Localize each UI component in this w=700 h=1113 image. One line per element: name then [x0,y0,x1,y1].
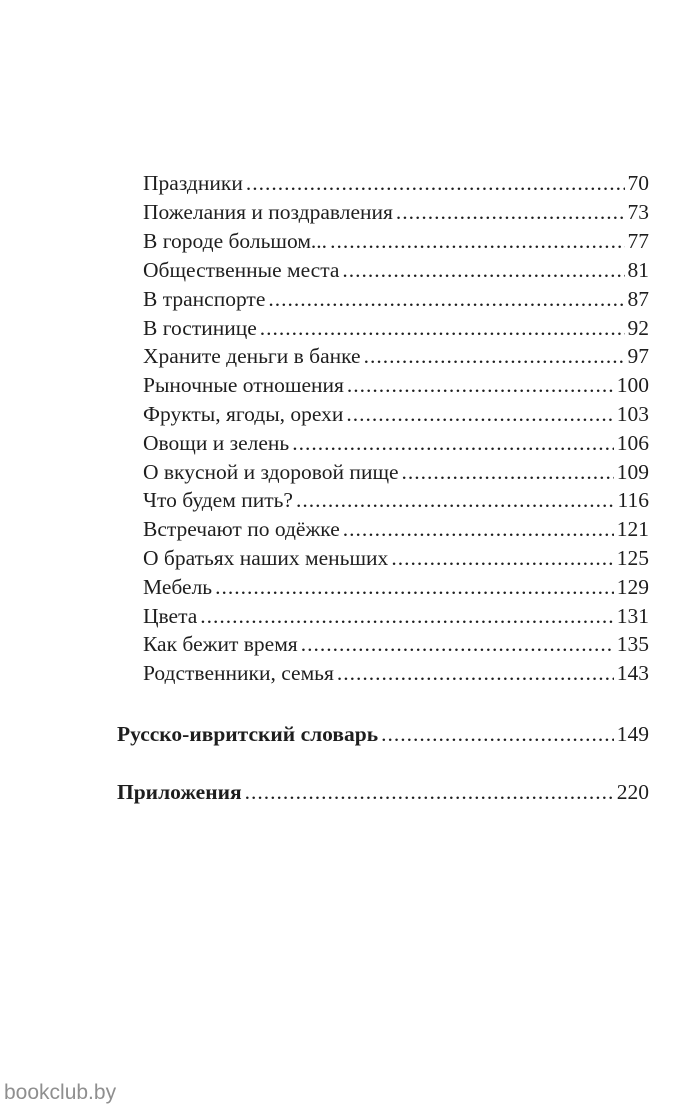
dot-leader [200,602,613,630]
toc-entry [143,544,649,572]
dot-leader [246,169,625,197]
toc-entry-page: 135 [616,632,649,656]
toc-entry-title: Родственники, семья [143,661,334,685]
toc-entry-page: 70 [627,171,649,195]
toc-entry-title: Встречают по одёжке [143,517,340,541]
toc-entry [143,400,649,428]
dot-leader [337,659,614,687]
toc-entry [143,198,649,226]
dot-leader [330,227,624,255]
toc-entry [143,256,649,284]
toc-entry-page: 106 [616,431,649,455]
dot-leader [364,342,625,370]
toc-entry-page: 87 [627,287,649,311]
dot-leader [268,285,624,313]
dot-leader [260,314,625,342]
toc-entry-page: 92 [627,316,649,340]
dot-leader [346,400,613,428]
toc-entry [143,285,649,313]
toc-entry-page: 121 [616,517,649,541]
toc-entry-title: Праздники [143,171,243,195]
toc-entry-page: 109 [616,460,649,484]
toc-entry [143,169,649,197]
toc-entry-page: 116 [617,488,649,512]
toc-part-page: 220 [616,780,649,804]
toc-entry-page: 100 [616,373,649,397]
toc-entry [143,429,649,457]
watermark: bookclub.by [4,1081,117,1104]
toc-entry [143,573,649,601]
toc-entry-title: В гостинице [143,316,257,340]
dot-leader [245,778,614,806]
toc-entry-title: Мебель [143,575,213,599]
toc-entry-title: Храните деньги в банке [143,344,361,368]
toc-part-entry [117,720,649,748]
toc-entry-page: 103 [616,402,649,426]
toc-entry [143,486,649,514]
dot-leader [391,544,613,572]
toc-part-entry [117,778,649,806]
dot-leader [396,198,625,226]
toc-entry-title: В транспорте [143,287,266,311]
toc-entry [143,659,649,687]
toc-entry [143,515,649,543]
toc-entry-page: 73 [627,200,649,224]
dot-leader [402,458,614,486]
dot-leader [381,720,614,748]
toc-entry-page: 143 [616,661,649,685]
toc-entry-page: 125 [616,546,649,570]
toc-entry [143,602,649,630]
toc-entry-page: 77 [627,229,649,253]
dot-leader [347,371,614,399]
toc-entry [143,458,649,486]
dot-leader [215,573,614,601]
toc-entry-title: В городе большом... [143,229,328,253]
toc-entry-title: Пожелания и поздравления [143,200,393,224]
toc-entry-title: Овощи и зелень [143,431,290,455]
toc-entry [143,630,649,658]
dot-leader [343,515,614,543]
toc-part-title: Приложения [117,780,242,804]
toc-entry-title: О вкусной и здоровой пище [143,460,399,484]
toc-entry-title: Общественные места [143,258,340,282]
toc-entry-title: О братьях наших меньших [143,546,389,570]
toc-entry-page: 81 [627,258,649,282]
toc-entry-title: Что будем пить? [143,488,293,512]
toc-entry [143,227,649,255]
dot-leader [292,429,614,457]
toc-entry-page: 97 [627,344,649,368]
dot-leader [296,486,615,514]
dot-leader [301,630,614,658]
toc-entry-page: 131 [616,604,649,628]
toc-entry [143,314,649,342]
toc-entry [143,342,649,370]
toc-entry-title: Рыночные отношения [143,373,344,397]
dot-leader [342,256,624,284]
toc-part-page: 149 [616,722,649,746]
toc-entry-title: Фрукты, ягоды, орехи [143,402,344,426]
toc-entry-page: 129 [616,575,649,599]
toc-entry [143,371,649,399]
toc-entry-title: Как бежит время [143,632,298,656]
toc-part-title: Русско-ивритский словарь [117,722,379,746]
toc-entry-title: Цвета [143,604,198,628]
